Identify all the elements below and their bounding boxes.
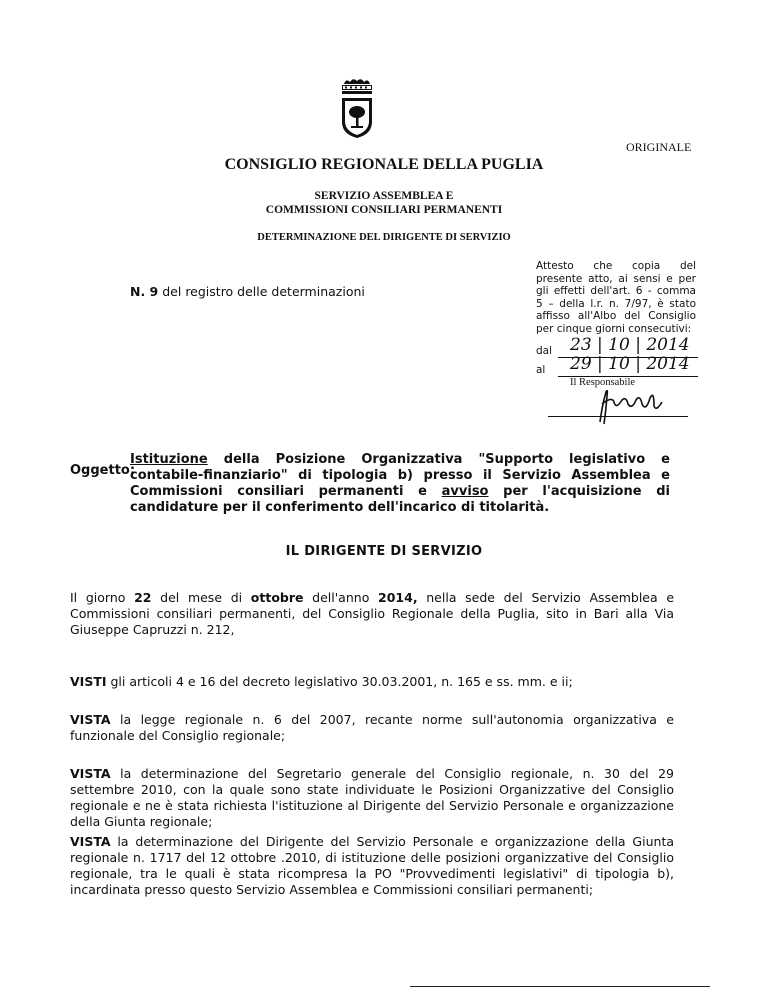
- posting-to-label: al: [536, 364, 546, 376]
- signature-line: [548, 416, 688, 417]
- determination-title: DETERMINAZIONE DEL DIRIGENTE DI SERVIZIO: [257, 232, 511, 243]
- recital-text: gli articoli 4 e 16 del decreto legislativo 30.03.2001, n. 165 e ss. mm. e ii;: [106, 674, 573, 689]
- attestation-text: Attesto che copia del presente atto, ai sensi e per gli effetti dell'art. 6 - comma 5 – della l.r. n. 7/97, è stato affisso all'Albo del Consiglio per cinque giorni consecutivi:: [536, 260, 696, 335]
- recital-text: la determinazione del Segretario generale del Consiglio regionale, n. 30 del 29 settembre 2010, con la quale sono state individuate le Posizioni Organizzative del Consiglio regionale e ne è stata richiesta l'istituzione al Dirigente del Servizio Personale e organizzazione della Giunta regionale;: [70, 766, 674, 829]
- section-heading: IL DIRIGENTE DI SERVIZIO: [285, 544, 483, 559]
- subject-label: Oggetto:: [70, 463, 136, 478]
- recital-lead: VISTA: [70, 834, 111, 849]
- recital-lead: VISTA: [70, 712, 111, 727]
- region-crest-logo: [334, 78, 380, 140]
- intro-day: 22: [134, 590, 152, 605]
- register-number-text: del registro delle determinazioni: [162, 284, 365, 299]
- service-line-1: SERVIZIO ASSEMBLEA E: [314, 190, 454, 202]
- posting-to-date: 29 | 10 | 2014: [570, 354, 690, 374]
- posting-from-date: 23 | 10 | 2014: [570, 335, 690, 355]
- recital-lead: VISTA: [70, 766, 111, 781]
- original-stamp: ORIGINALE: [626, 140, 692, 154]
- recital-paragraph-4: [70, 834, 674, 898]
- intro-text-a: Il giorno: [70, 590, 135, 605]
- posting-from-label: dal: [536, 345, 553, 357]
- intro-text-c: dell'anno: [303, 590, 379, 605]
- handwritten-signature: [592, 386, 672, 431]
- recital-paragraph-3: [70, 766, 674, 830]
- recital-paragraph-1: [70, 674, 674, 690]
- intro-month: ottobre: [250, 590, 304, 605]
- subject-part-4: per l'acquisizione di candidature per il conferimento dell'incarico di titolarità.: [130, 484, 670, 515]
- recital-lead: VISTI: [70, 674, 107, 689]
- service-line-2: COMMISSIONI CONSILIARI PERMANENTI: [265, 204, 503, 216]
- recital-text: la legge regionale n. 6 del 2007, recante norme sull'autonomia organizzativa e funzionale del Consiglio regionale;: [70, 712, 674, 743]
- recital-text: la determinazione del Dirigente del Servizio Personale e organizzazione della Giunta regionale n. 1717 del 12 ottobre .2010, di istituzione delle posizioni organizzative del Consiglio regionale, tra le quali è stata ricompresa la PO "Provvedimenti legislativi" di tipologia b), incardinata presso questo Servizio Assemblea e Commissioni consiliari permanenti;: [70, 834, 674, 897]
- subject-part-3: avviso: [441, 484, 489, 499]
- subject-text: [130, 452, 670, 516]
- subject-part-1: Istituzione: [130, 452, 208, 467]
- register-number-label: N. 9: [130, 284, 159, 299]
- council-title: CONSIGLIO REGIONALE DELLA PUGLIA: [224, 156, 544, 173]
- page-bottom-rule: [410, 986, 710, 987]
- intro-paragraph: [70, 590, 674, 638]
- service-name: [0, 189, 768, 217]
- responsible-label: Il Responsabile: [570, 377, 636, 388]
- subject-part-2: della Posizione Organizzativa "Supporto legislativo e contabile-finanziario" di tipologia b) presso il Servizio Assemblea e Commissioni consiliari permanenti e: [130, 452, 670, 499]
- intro-text-d: nella sede del Servizio Assemblea e Commissioni consiliari permanenti, del Consiglio Regionale della Puglia, sito in Bari alla Via Giuseppe Capruzzi n. 212,: [70, 590, 675, 637]
- recital-paragraph-2: [70, 712, 674, 744]
- intro-text-b: del mese di: [151, 590, 251, 605]
- register-number: [130, 284, 365, 299]
- intro-year: 2014,: [378, 590, 418, 605]
